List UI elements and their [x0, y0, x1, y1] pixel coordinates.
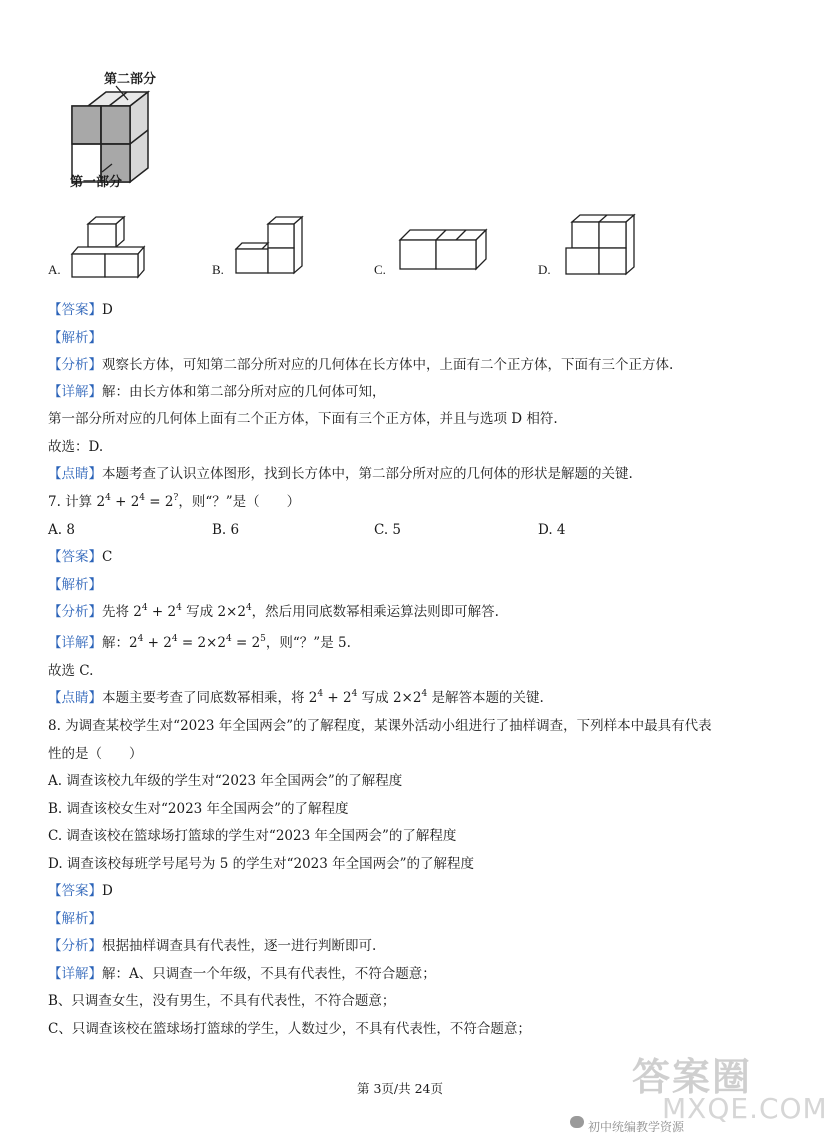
q6-analysis-heading: [48, 329, 102, 347]
fenxi-tag: 【分析】: [48, 357, 102, 373]
analysis-tag: 【解析】: [48, 577, 102, 593]
q8-option-c: C. 调查该校在篮球场打篮球的学生对“2023 年全国两会”的了解程度: [48, 828, 457, 844]
fenxi-mid: 写成: [181, 604, 218, 620]
option-b-label: B.: [212, 262, 224, 277]
fenxi-prefix: 先将: [102, 604, 134, 620]
q7-option-d: D. 4: [538, 522, 566, 538]
q6-xiangjie-line: [48, 383, 386, 401]
q8-xiangjie-c: C、只调查该校在篮球场打篮球的学生，人数过少，不具有代表性，不符合题意；: [48, 1021, 531, 1037]
option-c-label: C.: [374, 262, 386, 277]
q8-stem-line-2: 性的是（ ）: [48, 746, 143, 762]
answer-value: D: [102, 302, 113, 318]
option-d-label: D.: [538, 262, 551, 277]
answer-tag: 【答案】: [48, 302, 102, 318]
analysis-tag: 【解析】: [48, 330, 102, 346]
fenxi-text: 观察长方体，可知第二部分所对应的几何体在长方体中，上面有二个正方体，下面有三个正方体.: [102, 357, 674, 373]
xiangjie-prefix: 解：: [102, 635, 129, 651]
fenxi-expr-1: $2^4 + 2^4$: [133, 603, 182, 620]
q6-fenxi-line: [48, 356, 673, 374]
q6-conclusion: 故选：D.: [48, 439, 104, 455]
dianjing-expr-2: $2\times 2^4$: [392, 689, 428, 706]
xiangjie-text: 解：由长方体和第二部分所对应的几何体可知，: [102, 384, 386, 400]
fenxi-text: 根据抽样调查具有代表性，逐一进行判断即可.: [102, 938, 377, 954]
q8-answer-line: [48, 882, 113, 900]
dianjing-suffix: 是解答本题的关键.: [427, 690, 544, 706]
dianjing-mid: 写成: [357, 690, 393, 706]
q7-analysis-heading: [48, 576, 102, 594]
q7-stem-prefix: 7. 计算: [48, 494, 97, 510]
q7-option-c: C. 5: [374, 522, 402, 538]
q8-xiangjie-b: B、只调查女生，没有男生，不具有代表性，不符合题意；: [48, 993, 396, 1009]
answer-value: C: [102, 549, 113, 565]
q8-stem-line-1: 8. 为调查某校学生对“2023 年全国两会”的了解程度，某课外活动小组进行了抽样调查，下列样本中最具有代表: [48, 718, 712, 734]
fenxi-expr-2: $2\times 2^4$: [217, 603, 252, 620]
analysis-tag: 【解析】: [48, 911, 102, 927]
dianjing-prefix: 本题主要考查了同底数幂相乘，将: [102, 690, 309, 706]
xiangjie-suffix: ，则“？”是 5.: [265, 635, 351, 651]
option-c-figure: [396, 222, 496, 282]
option-d-figure: [560, 208, 650, 288]
dianjing-text: 本题考查了认识立体图形，找到长方体中，第二部分所对应的几何体的形状是解题的关键.: [102, 466, 633, 482]
wechat-icon: [570, 1116, 584, 1128]
fenxi-tag: 【分析】: [48, 604, 102, 620]
q8-option-d: D. 调查该校每班学号尾号为 5 的学生对“2023 年全国两会”的了解程度: [48, 856, 475, 872]
q7-xiangjie-line: [48, 634, 351, 652]
fenxi-suffix: ，然后用同底数幂相乘运算法则即可解答.: [251, 604, 499, 620]
q7-dianjing-line: [48, 689, 544, 707]
watermark-url: MXQE.COM: [662, 1092, 828, 1125]
xiangjie-tag: 【详解】: [48, 635, 102, 651]
q7-option-b: B. 6: [212, 522, 240, 538]
q7-fenxi-line: [48, 603, 499, 621]
q7-option-a: A. 8: [48, 522, 75, 538]
watermark-source: 初中统编教学资源: [588, 1120, 685, 1134]
q8-option-a: A. 调查该校九年级的学生对“2023 年全国两会”的了解程度: [48, 773, 403, 789]
dianjing-tag: 【点睛】: [48, 466, 102, 482]
q8-fenxi-line: [48, 937, 376, 955]
q6-dianjing-line: [48, 465, 633, 483]
answer-tag: 【答案】: [48, 549, 102, 565]
xiangjie-tag: 【详解】: [48, 966, 102, 982]
xiangjie-tag: 【详解】: [48, 384, 102, 400]
watermark-logo-text: 答案圈: [632, 1054, 753, 1099]
dianjing-tag: 【点睛】: [48, 690, 102, 706]
option-b-figure: [232, 212, 312, 287]
q7-stem: [48, 493, 300, 511]
page-footer: 第 3页/共 24页: [356, 1081, 444, 1096]
q6-answer-line: [48, 301, 113, 319]
option-a-label: A.: [48, 262, 61, 277]
xiangjie-equation: $2^4 + 2^4 = 2\times 2^4 = 2^5$: [129, 634, 266, 651]
q7-stem-suffix: ，则“？”是（ ）: [178, 494, 301, 510]
fenxi-tag: 【分析】: [48, 938, 102, 954]
q7-answer-line: [48, 548, 112, 566]
answer-value: D: [102, 883, 113, 899]
q8-xiangjie-line: [48, 965, 436, 983]
figure-label-first-part: 第一部分: [70, 175, 123, 190]
figure-label-second-part: 第二部分: [104, 72, 157, 87]
q7-equation: $2^4 + 2^4 = 2^?$: [96, 493, 179, 510]
q8-analysis-heading: [48, 910, 102, 928]
q6-xiangjie-line-2: 第一部分所对应的几何体上面有二个正方体，下面有三个正方体，并且与选项 D 相符.: [48, 411, 558, 427]
answer-tag: 【答案】: [48, 883, 102, 899]
xiangjie-text: 解：A、只调查一个年级，不具有代表性，不符合题意；: [102, 966, 436, 982]
q8-option-b: B. 调查该校女生对“2023 年全国两会”的了解程度: [48, 801, 349, 817]
q7-conclusion: 故选 C.: [48, 663, 94, 679]
dianjing-expr-1: $2^4 + 2^4$: [308, 689, 358, 706]
option-a-figure: [70, 212, 160, 287]
